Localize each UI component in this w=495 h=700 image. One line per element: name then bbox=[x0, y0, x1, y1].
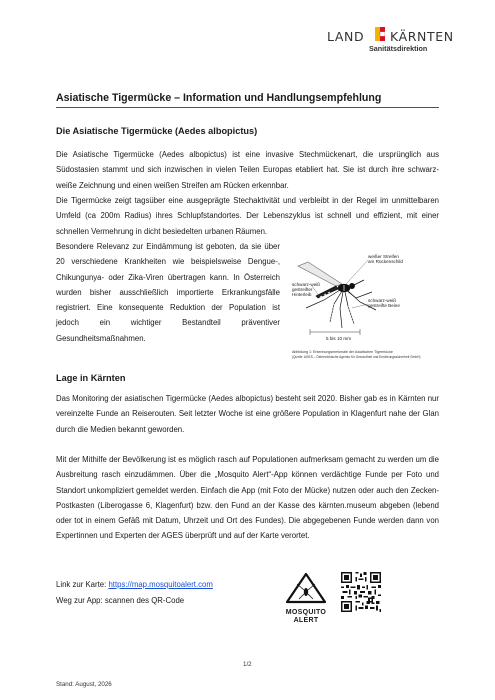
badge-line-mosquito: MOSQUITO bbox=[285, 609, 327, 616]
footer-date: Stand: August, 2026 bbox=[56, 681, 112, 688]
title-divider bbox=[56, 107, 439, 108]
figure-caption: Abbildung 1: Erkennungsmerkmale der Asiatischen Tigermücke bbox=[292, 350, 393, 354]
mosquito-alert-triangle-icon bbox=[283, 572, 329, 604]
paragraph-relevance: Besondere Relevanz zur Eindämmung ist geboten, da sie über 20 verschiedene Krankheiten wie beispielsweise Dengue-, Chikungunya- oder Zika-Viren übertragen kann. In Österreich wurden bisher ausschließlich importierte Erkrankungsfälle registriert. Eine konsequente Reduktion der Population ist jedoch ein wichtiger Bestandteil präventiver Gesundheitsmaßnahmen. bbox=[56, 242, 280, 343]
label-beine-1: schwarz-weiß bbox=[368, 298, 397, 303]
paragraph-activity: Die Tigermücke zeigt tagsüber eine ausgeprägte Stechaktivität und verbleibt in der Regel im unmittelbaren Umfeld (ca 200m Radius) ihres Schlupfstandortes. Der Lebenszyklus ist schnell und effizient, mit einer schnellen Vermehrung in dicht besiedelten urbanen Räumen. bbox=[56, 196, 439, 236]
label-hinterleib-1: schwarz-weiß bbox=[292, 282, 321, 287]
label-beine-2: gestreifte Beine bbox=[368, 303, 400, 308]
page-title: Asiatische Tigermücke – Information und Handlungsempfehlung bbox=[56, 92, 382, 104]
figure-source: (Quelle: AGES – Österreichische Agentur für Gesundheit und Ernährungssicherheit GmbH) bbox=[292, 355, 421, 359]
paragraph-intro: Die Asiatische Tigermücke (Aedes albopictus) ist eine invasive Stechmückenart, die ursprünglich aus Südostasien stammt und sich inzwischen in vielen Teilen Europas etabliert hat. Sie ist durch ihre schwarz-weiße Zeichnung und einen weißen Streifen am Rücken erkennbar. bbox=[56, 150, 439, 190]
label-rueckenstreifen-2: am Rückenschild bbox=[368, 259, 403, 264]
carinthia-crest-icon bbox=[375, 27, 385, 41]
logo-kaernten-text: KÄRNTEN bbox=[390, 29, 454, 44]
section-heading-tigermuecke: Die Asiatische Tigermücke (Aedes albopictus) bbox=[56, 126, 258, 136]
mosquito-diagram-figure bbox=[290, 252, 440, 364]
map-link[interactable]: https://map.mosquitoalert.com bbox=[108, 580, 213, 589]
svg-text:schwarz-weiß gestreifter bbox=[292, 282, 321, 297]
paragraph-monitoring: Das Monitoring der asiatischen Tigermücke (Aedes albopictus) besteht seit 2020. Bisher gab es in Kärnten nur vereinzelte Funde an Reiserouten. Seit letzter Woche ist eine größere Population in Klagenfurt nahe der Glan durch die Medien bekannt geworden. bbox=[56, 394, 439, 434]
section-heading-lage: Lage in Kärnten bbox=[56, 373, 126, 383]
badge-line-alert: ALERT bbox=[293, 617, 319, 624]
mosquito-alert-logo bbox=[283, 572, 329, 622]
scale-label: 5 bis 10 mm bbox=[326, 336, 352, 341]
map-link-label: Link zur Karte: bbox=[56, 580, 109, 589]
page-number: 1/2 bbox=[243, 661, 252, 668]
app-instruction: Weg zur App: scannen des QR-Code bbox=[56, 596, 185, 605]
label-rueckenstreifen-1: weißer Streifen bbox=[368, 254, 399, 259]
map-link-line bbox=[56, 580, 213, 589]
logo-land-text: LAND bbox=[327, 29, 365, 44]
svg-text:schwarz-weiß gestreifte Be bbox=[368, 298, 400, 308]
paragraph-mithilfe: Mit der Mithilfe der Bevölkerung ist es möglich rasch auf Populationen aufmerksam gemacht zu werden um die Ausbreitung rasch einzudämmen. Über die „Mosquito Alert“-App können verdächtige Funde per Foto und Standort unkompliziert gemeldet werden. Einfach die App (mit Foto der Mücke) nutzen oder auch den Zecken-Postkasten (Liberogasse 6, Klagenfurt) bzw. den Fund an der Kasse des kärnten.museum abgeben (lebend oder tot in einem Gefäß mit Datum, Uhrzeit und Ort des Fundes). Die abgegebenen Funde werden dann von Expertinnen und Experten der AGES überprüft und auf der Karte verortet. bbox=[56, 455, 439, 541]
svg-text:weißer Streifen am Rückens bbox=[368, 254, 403, 264]
label-hinterleib-3: Hinterleib bbox=[292, 292, 312, 297]
label-hinterleib-2: gestreifter bbox=[292, 287, 313, 292]
qr-code-icon[interactable] bbox=[341, 572, 381, 612]
logo-subtitle: Sanitätsdirektion bbox=[369, 44, 428, 53]
